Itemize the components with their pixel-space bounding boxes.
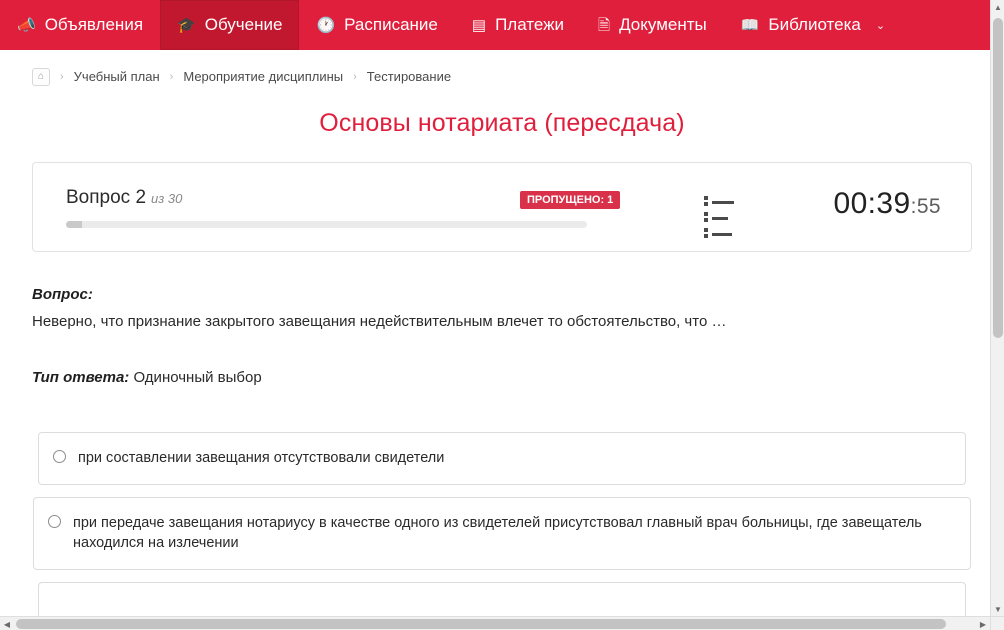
nav-item-announcements[interactable] [0, 0, 160, 50]
question-list-icon[interactable] [704, 196, 738, 222]
progress-bar-fill [66, 221, 82, 228]
progress-bar [66, 221, 587, 228]
answer-type-row [32, 369, 972, 386]
answer-type-value: Одиночный выбор [133, 369, 262, 387]
timer-minutes: 00:39 [833, 187, 911, 220]
scroll-up-arrow-icon[interactable]: ▲ [994, 2, 1002, 12]
scroll-right-arrow-icon[interactable]: ▶ [979, 619, 987, 629]
breadcrumb-item-curriculum[interactable]: Учебный план [73, 69, 160, 84]
answer-option-1[interactable] [38, 432, 966, 485]
scroll-left-arrow-icon[interactable]: ◀ [3, 619, 11, 629]
scroll-down-arrow-icon[interactable]: ▼ [994, 604, 1002, 614]
breadcrumb-item-discipline-event[interactable]: Мероприятие дисциплины [183, 69, 344, 84]
nav-item-payments[interactable] [455, 0, 581, 50]
list-icon-dots-1 [704, 196, 708, 208]
breadcrumb-item-testing: Тестирование [366, 69, 452, 84]
clock-icon: 🕐 [316, 16, 336, 34]
answer-option-text-1: при составлении завещания отсутствовали свидетели [78, 450, 445, 467]
vertical-scrollbar-thumb[interactable] [993, 18, 1003, 338]
document-icon: 🗎 [598, 16, 611, 34]
nav-label-announcements: Объявления [44, 15, 144, 34]
graduation-cap-icon: 🎓 [177, 16, 196, 34]
list-icon-dots-2 [704, 212, 708, 224]
list-icon-dots-3 [704, 228, 708, 240]
list-icon-bar-3 [712, 233, 732, 236]
question-total: из 30 [151, 190, 183, 206]
timer-seconds: :55 [910, 195, 941, 218]
home-icon[interactable]: ⌂ [32, 68, 50, 86]
status-badge-skipped: ПРОПУЩЕНО: 1 [520, 191, 620, 209]
radio-button-icon[interactable] [48, 515, 61, 528]
nav-label-library: Библиотека [768, 15, 861, 34]
nav-label-documents: Документы [619, 15, 707, 34]
answer-option-2[interactable] [33, 497, 971, 570]
nav-item-learning[interactable] [160, 0, 299, 50]
horizontal-scrollbar-thumb[interactable] [16, 619, 946, 629]
list-icon-bar-2 [712, 217, 728, 220]
credit-card-icon: ▤ [471, 16, 487, 34]
scrollbar-corner [990, 616, 1004, 630]
countdown-timer [834, 187, 941, 221]
nav-item-documents[interactable] [581, 0, 724, 50]
question-body [0, 286, 1004, 386]
top-navigation [0, 0, 990, 50]
nav-label-learning: Обучение [204, 15, 283, 34]
list-icon-bar-1 [712, 201, 734, 204]
chevron-down-icon: ⌄ [875, 19, 886, 32]
horizontal-scrollbar[interactable] [0, 616, 1004, 630]
question-text: Неверно, что признание закрытого завещания недействительным влечет то обстоятельство, что … [32, 313, 727, 330]
answer-type-label: Тип ответа: [32, 369, 130, 387]
radio-button-icon[interactable] [53, 450, 66, 463]
nav-item-schedule[interactable] [299, 0, 454, 50]
question-counter [66, 187, 593, 209]
vertical-scrollbar[interactable] [990, 0, 1004, 616]
page-title: Основы нотариата (пересдача) [319, 109, 685, 137]
quiz-header-panel [32, 162, 972, 252]
question-number: Вопрос 2 [66, 186, 147, 208]
question-progress-block [33, 187, 593, 228]
nav-label-payments: Платежи [495, 15, 565, 34]
nav-label-schedule: Расписание [344, 15, 438, 34]
breadcrumb-separator-3: › [353, 70, 357, 83]
nav-item-library[interactable] [724, 0, 902, 50]
answer-options-list [0, 432, 1004, 630]
question-label: Вопрос: [32, 286, 93, 303]
breadcrumb-separator-1: › [60, 70, 64, 83]
megaphone-icon: 📣 [17, 16, 36, 34]
answer-option-text-2: при передаче завещания нотариусу в качестве одного из свидетелей присутствовал главный врач больницы, где завещатель находился на излечении [73, 514, 922, 552]
breadcrumb [0, 50, 1004, 90]
breadcrumb-separator-2: › [169, 70, 174, 83]
book-icon: 📖 [740, 16, 760, 34]
